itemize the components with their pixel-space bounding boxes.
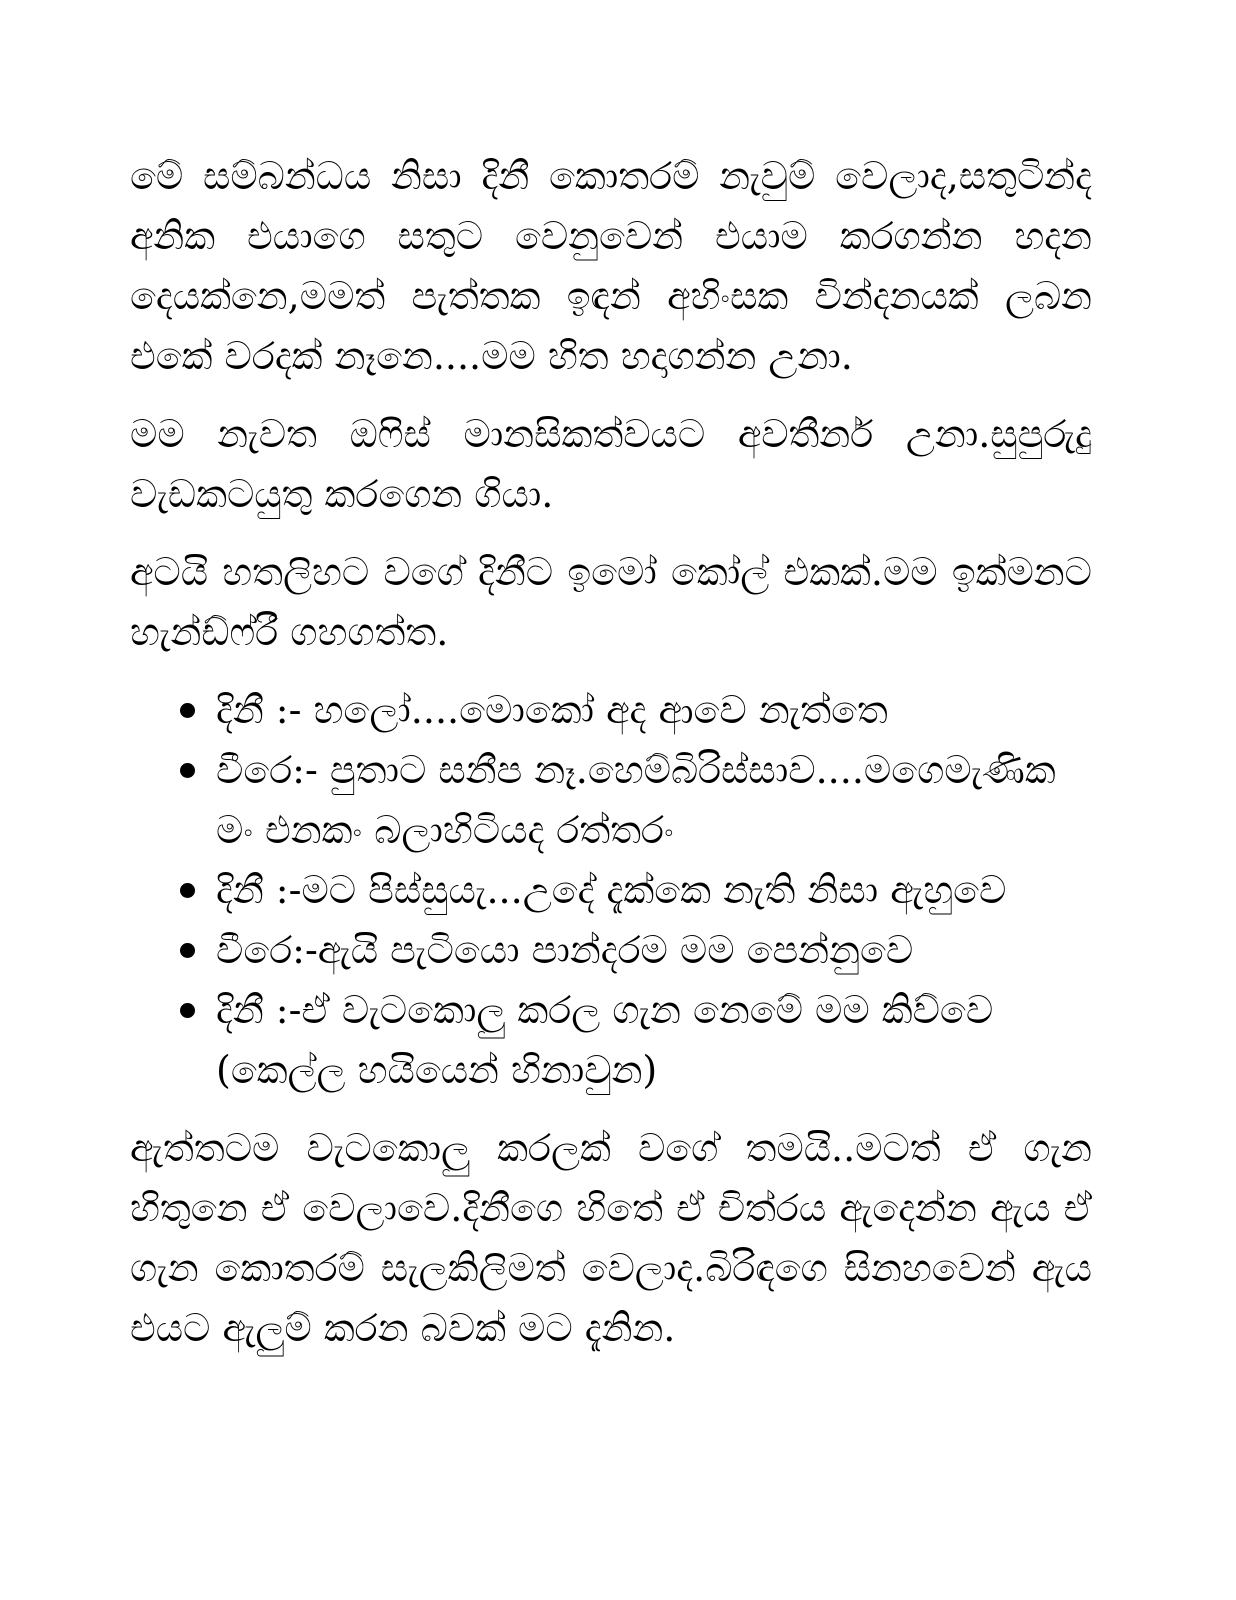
- closing-paragraph: ඇත්තටම වැටකොලු කරලක් වගේ තමයි..මටත් ඒ ගැන හිතුනෙ ඒ වෙලාවෙ.දිනීගෙ හිතේ ඒ චිත්රය ඇදෙන්න ඇය ඒ ගැන කොතරම් සැලකිලිමත් වෙලාද.බිරිඳගෙ සිනහවෙන් ඇය එයට ඇලුම් කරන බවක් මට දැනින.: [130, 1126, 1092, 1350]
- dialogue-text: දිනී :- හලෝ....මොකෝ අද ආවෙ නැත්තෙ: [216, 688, 888, 732]
- paragraph-1: මේ සම්බන්ධය නිසා දිනී කොතරම් නැවුම් වෙලාද,සතුටින්ද අනික එයාගෙ සතුට වෙනුවෙන් එයාම කරගන්න හදන දෙයක්නෙ,මමත් පැත්තක ඉඳන් අහිංසක වින්දනයක් ලබන එකේ වරදක් නෑනෙ....මම හිත හදාගන්න උනා.: [130, 154, 1093, 378]
- bullet-icon: [180, 703, 195, 718]
- dialogue-text: දිනී :-මට පිස්සුයැ...උදේ දැක්කෙ නැති නිසා ඇහුවෙ: [216, 868, 1007, 912]
- dialogue-item-2: [130, 740, 1092, 860]
- dialogue-item-5: [130, 980, 1092, 1100]
- dialogue-text: වීරෙ:-ඇයි පැටියො පාන්දරම මම පෙන්නුවෙ: [216, 928, 914, 972]
- bullet-icon: [180, 883, 195, 898]
- dialogue-item-1: [130, 680, 1092, 740]
- document-content: [130, 146, 1092, 1376]
- dialogue-text: වීරෙ:- පුතාට සනීප නෑ.හෙම්බිරිස්සාව....මගෙමැණික මං එනකං බලාහිටියද රත්තරං: [216, 748, 1056, 852]
- dialogue-text: දිනී :-ඒ වැටකොලු කරල ගැන නෙමේ මම කිව්වෙ (කෙල්ල හයියෙන් හිනාවුන): [216, 988, 994, 1092]
- dialogue-list: [130, 680, 1092, 1100]
- paragraph-2: මම නැවත ඔෆිස් මානසිකත්වයට අවතීර්න උනා.සුපුරුදු වැඩකටයුතු කරගෙන ගියා.: [130, 412, 1092, 516]
- dialogue-item-4: [130, 920, 1092, 980]
- bullet-icon: [180, 943, 195, 958]
- dialogue-item-3: [130, 860, 1092, 920]
- bullet-icon: [180, 763, 195, 778]
- paragraph-3: අටයි හතලිහට වගේ දිනීට ඉමෝ කෝල් එකක්.මම ඉක්මනට හැන්ඩ්ෆ්රී ගහගත්ත.: [130, 550, 1092, 654]
- bullet-icon: [180, 1003, 195, 1018]
